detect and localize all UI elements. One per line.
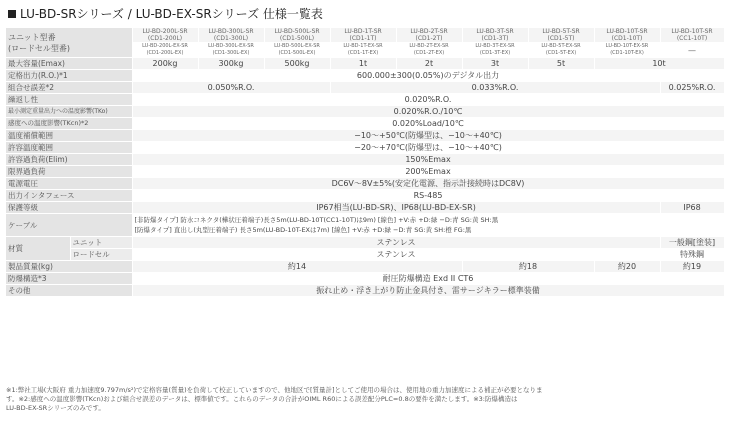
combined-error-value: 0.050%R.O. (132, 82, 330, 94)
cable-line: [非防爆タイプ] 防水コネクタ(樺状圧着端子)長さ5m(LU-BD-10T(CC1-10T)は9m) [線色] +V:赤 +D:緑 −D:青 SG:黄 SH:黒 (134, 216, 499, 224)
row-label: 電源電圧 (6, 178, 132, 190)
temp-span-value: 0.020%Load/10℃ (132, 118, 724, 130)
capacity-cell: 200kg (132, 58, 198, 70)
table-row (6, 214, 724, 237)
row-label: 最小測定重量出力への温度影響(TKo) (6, 106, 132, 118)
row-label: 温度補償範囲 (6, 130, 132, 142)
ex-model-cell: LU-BD-500L-EX-SR (CD1-500L-EX) (264, 43, 330, 58)
table-row (6, 166, 724, 178)
material-value: 一般鋼[塗装] (660, 237, 724, 249)
cable-line: [防爆タイプ] 直出し(丸型圧着端子) 長さ5m(LU-BD-10T-EXは7m) [線色] +V:赤 +D:緑 −D:青 SG:黄 SH:橙 FG:黒 (134, 226, 472, 234)
ex-model-cell: LU-BD-3T-EX-SR (CD1-3T-EX) (462, 43, 528, 58)
temp-comp-value: −10〜+50℃(防爆型は、−10〜+40℃) (132, 130, 724, 142)
row-sublabel: ロードセル (70, 249, 132, 261)
row-label: ケーブル (6, 214, 132, 237)
spec-table (6, 28, 725, 297)
table-row (6, 28, 724, 43)
title-square-icon (8, 10, 16, 18)
model-cell: LU-BD-200L-SR (CD1-200L) (132, 28, 198, 43)
capacity-cell: 10t (594, 58, 724, 70)
footnotes (6, 386, 724, 413)
ex-model-cell: LU-BD-200L-EX-SR (CD1-200L-EX) (132, 43, 198, 58)
ult-load-value: 200%Emax (132, 166, 724, 178)
footnote-line: LU-BD-EX-SRシリーズのみです。 (6, 404, 105, 412)
row-label: 最大容量(Emax) (6, 58, 132, 70)
protection-value: IP67相当(LU-BD-SR)、IP68(LU-BD-EX-SR) (132, 202, 660, 214)
model-cell: LU-BD-300L-SR (CD1-300L) (198, 28, 264, 43)
temp-allow-value: −20〜+70℃(防爆型は、−10〜+40℃) (132, 142, 724, 154)
footnote-line: ※1:弊社工場(大阪府 重力加速度9.797m/s²)で定格容量(質量)を負荷して校正していますので、他地区で[質量計]としてご使用の場合は、使用地の重力加速度による補正が必要となりま (6, 386, 543, 394)
interface-value: RS-485 (132, 190, 724, 202)
row-label: 材質 (6, 237, 70, 261)
row-label: 定格出力(R.O.)*1 (6, 70, 132, 82)
table-row (6, 249, 724, 261)
model-cell: LU-BD-3T-SR (CD1-3T) (462, 28, 528, 43)
model-cell: LU-BD-1T-SR (CD1-1T) (330, 28, 396, 43)
table-row (6, 58, 724, 70)
model-cell: LU-BD-10T-SR (CC1-10T) (660, 28, 724, 43)
model-cell: LU-BD-10T-SR (CD1-10T) (594, 28, 660, 43)
rated-output-value: 600.000±300(0.05%)のデジタル出力 (132, 70, 724, 82)
row-label: 許容温度範囲 (6, 142, 132, 154)
model-cell: LU-BD-500L-SR (CD1-500L) (264, 28, 330, 43)
table-row (6, 70, 724, 82)
table-row (6, 178, 724, 190)
table-row (6, 202, 724, 214)
row-sublabel: ユニット (70, 237, 132, 249)
weight-value: 約19 (660, 261, 724, 273)
repeatability-value: 0.020%R.O. (132, 94, 724, 106)
capacity-cell: 300kg (198, 58, 264, 70)
material-value: ステンレス (132, 249, 660, 261)
capacity-cell: 5t (528, 58, 594, 70)
table-row (6, 261, 724, 273)
combined-error-value: 0.025%R.O. (660, 82, 724, 94)
capacity-cell: 2t (396, 58, 462, 70)
cable-value (132, 214, 724, 237)
table-row (6, 285, 724, 297)
table-row (6, 94, 724, 106)
table-row (6, 118, 724, 130)
weight-value: 約14 (132, 261, 462, 273)
power-value: DC6V〜8V±5%(安定化電源、指示計接続時はDC8V) (132, 178, 724, 190)
row-label: 保護等級 (6, 202, 132, 214)
ex-model-cell: LU-BD-10T-EX-SR (CD1-10T-EX) (594, 43, 660, 58)
table-row (6, 142, 724, 154)
row-label: 繰返し性 (6, 94, 132, 106)
capacity-cell: 1t (330, 58, 396, 70)
row-label: 製品質量(kg) (6, 261, 132, 273)
table-row (6, 190, 724, 202)
material-value: 特殊鋼 (660, 249, 724, 261)
weight-value: 約20 (594, 261, 660, 273)
table-row (6, 273, 724, 285)
protection-value: IP68 (660, 202, 724, 214)
row-label: 組合せ誤差*2 (6, 82, 132, 94)
capacity-cell: 500kg (264, 58, 330, 70)
row-label: 防爆構造*3 (6, 273, 132, 285)
page-title: LU-BD-SRシリーズ / LU-BD-EX-SRシリーズ 仕様一覧表 (8, 5, 323, 22)
row-label: 感度への温度影響(TKcn)*2 (6, 118, 132, 130)
capacity-cell: 3t (462, 58, 528, 70)
ex-model-cell: LU-BD-300L-EX-SR (CD1-300L-EX) (198, 43, 264, 58)
table-row (6, 106, 724, 118)
row-label: 限界過負荷 (6, 166, 132, 178)
row-label: 許容過負荷(Elim) (6, 154, 132, 166)
footnote-line: す。※2:感度への温度影響(TKcn)および組合せ誤差のデータは、標準値です。これらのデータの合計がOIML R60による誤差配分PLC=0.8の要件を満たします。※3:防爆構造は (6, 395, 518, 403)
table-row (6, 82, 724, 94)
row-label: その他 (6, 285, 132, 297)
material-value: ステンレス (132, 237, 660, 249)
ex-model-cell: LU-BD-5T-EX-SR (CD1-5T-EX) (528, 43, 594, 58)
ex-model-cell: — (660, 43, 724, 58)
ex-value: 耐圧防爆構造 Exd II CT6 (132, 273, 724, 285)
other-value: 振れ止め・浮き上がり防止金具付き、雷サージキラー標準装備 (132, 285, 724, 297)
weight-value: 約18 (462, 261, 594, 273)
model-cell: LU-BD-2T-SR (CD1-2T) (396, 28, 462, 43)
temp-zero-value: 0.020%R.O./10℃ (132, 106, 724, 118)
safe-load-value: 150%Emax (132, 154, 724, 166)
ex-model-cell: LU-BD-2T-EX-SR (CD1-2T-EX) (396, 43, 462, 58)
combined-error-value: 0.033%R.O. (330, 82, 660, 94)
table-row (6, 237, 724, 249)
row-label: 出力インタフェース (6, 190, 132, 202)
table-row (6, 130, 724, 142)
model-header-label: ユニット型番 (ロードセル型番) (6, 28, 132, 58)
model-cell: LU-BD-5T-SR (CD1-5T) (528, 28, 594, 43)
ex-model-cell: LU-BD-1T-EX-SR (CD1-1T-EX) (330, 43, 396, 58)
table-row (6, 154, 724, 166)
